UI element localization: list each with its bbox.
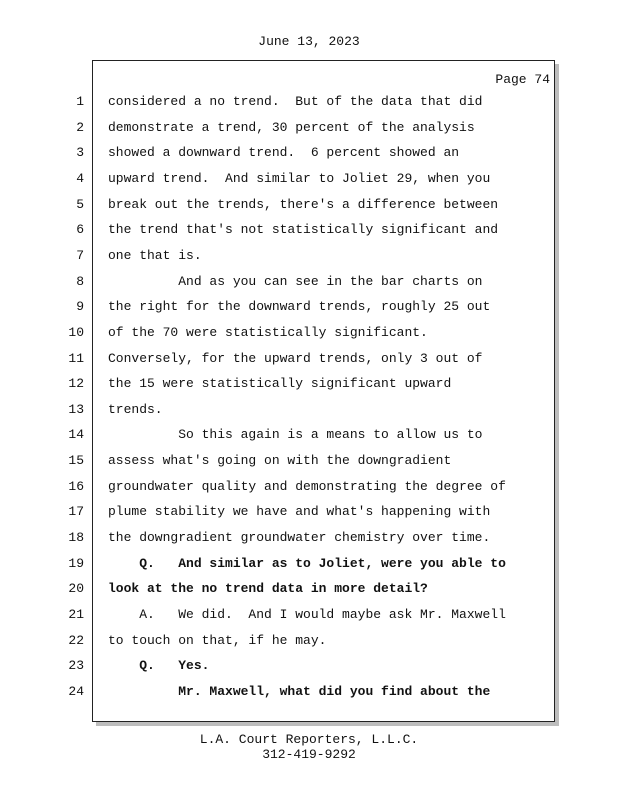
line-text: Mr. Maxwell, what did you find about the — [108, 683, 491, 699]
line-number: 6 — [76, 222, 84, 238]
transcript-line — [0, 145, 618, 170]
line-number: 4 — [76, 170, 84, 186]
transcript-line — [0, 376, 618, 401]
line-number: 21 — [68, 607, 84, 622]
transcript-line — [0, 197, 618, 222]
line-number: 23 — [68, 658, 84, 674]
transcript-line — [0, 633, 618, 658]
line-text: to touch on that, if he may. — [108, 632, 327, 648]
line-number: 7 — [76, 247, 84, 263]
line-text: the right for the downward trends, roughly 25 out — [108, 299, 491, 315]
line-text: showed a downward trend. 6 percent showed an — [108, 145, 460, 161]
transcript-line — [0, 453, 618, 478]
transcript-line — [0, 274, 618, 299]
transcript-line — [0, 504, 618, 529]
transcript-line — [0, 479, 618, 504]
line-text: And as you can see in the bar charts on — [108, 273, 483, 289]
transcript-line — [0, 556, 618, 581]
line-text: Q. And similar as to Joliet, were you able to — [108, 555, 506, 571]
line-text: trends. — [108, 401, 163, 417]
line-number: 24 — [68, 683, 84, 699]
transcript-line — [0, 427, 618, 452]
line-text: Q. Yes. — [108, 658, 210, 674]
footer-phone: 312-419-9292 — [262, 747, 356, 762]
line-text: demonstrate a trend, 30 percent of the analysis — [108, 119, 475, 135]
line-text: groundwater quality and demonstrating the degree of — [108, 478, 506, 494]
line-number: 3 — [76, 145, 84, 161]
line-text: one that is. — [108, 247, 202, 263]
transcript-line — [0, 120, 618, 145]
transcript-line — [0, 222, 618, 247]
transcript-line — [0, 325, 618, 350]
line-text: the downgradient groundwater chemistry over time. — [108, 530, 491, 546]
line-text: break out the trends, there's a difference between — [108, 196, 499, 212]
transcript-line — [0, 248, 618, 273]
line-text: look at the no trend data in more detail? — [108, 581, 428, 597]
line-text: considered a no trend. But of the data that did — [108, 94, 483, 109]
line-text: upward trend. And similar to Joliet 29, when you — [108, 170, 491, 186]
transcript-line — [0, 299, 618, 324]
line-number: 1 — [76, 94, 84, 109]
transcript-line — [0, 351, 618, 376]
line-text: plume stability we have and what's happening with — [108, 504, 491, 520]
line-number: 11 — [68, 350, 84, 366]
transcript-line — [0, 402, 618, 427]
line-text: of the 70 were statistically significant. — [108, 324, 428, 340]
transcript-line — [0, 94, 618, 119]
transcript-line — [0, 581, 618, 606]
footer — [0, 732, 618, 762]
line-number: 22 — [68, 632, 84, 648]
transcript-line — [0, 658, 618, 683]
line-number: 2 — [76, 119, 84, 135]
line-number: 18 — [68, 530, 84, 546]
line-number: 13 — [68, 401, 84, 417]
transcript-line — [0, 171, 618, 196]
line-text: A. We did. And I would maybe ask Mr. Maxwell — [108, 607, 506, 622]
line-number: 8 — [76, 273, 84, 289]
page-number: Page 74 — [495, 72, 550, 87]
line-text: assess what's going on with the downgradient — [108, 453, 452, 469]
transcript-line — [0, 530, 618, 555]
line-text: Conversely, for the upward trends, only 3 out of — [108, 350, 483, 366]
line-text: the 15 were statistically significant upward — [108, 376, 452, 392]
line-number: 14 — [68, 427, 84, 443]
transcript-line — [0, 607, 618, 632]
line-text: the trend that's not statistically significant and — [108, 222, 499, 238]
footer-company: L.A. Court Reporters, L.L.C. — [199, 732, 419, 747]
line-number: 10 — [68, 324, 84, 340]
line-number: 9 — [76, 299, 84, 315]
header-date: June 13, 2023 — [258, 34, 360, 49]
line-number: 16 — [68, 478, 84, 494]
line-number: 20 — [68, 581, 84, 597]
line-number: 17 — [68, 504, 84, 520]
transcript-line — [0, 684, 618, 709]
line-number: 12 — [68, 376, 84, 392]
line-number: 19 — [68, 555, 84, 571]
line-number: 15 — [68, 453, 84, 469]
line-text: So this again is a means to allow us to — [108, 427, 483, 443]
line-number: 5 — [76, 196, 84, 212]
